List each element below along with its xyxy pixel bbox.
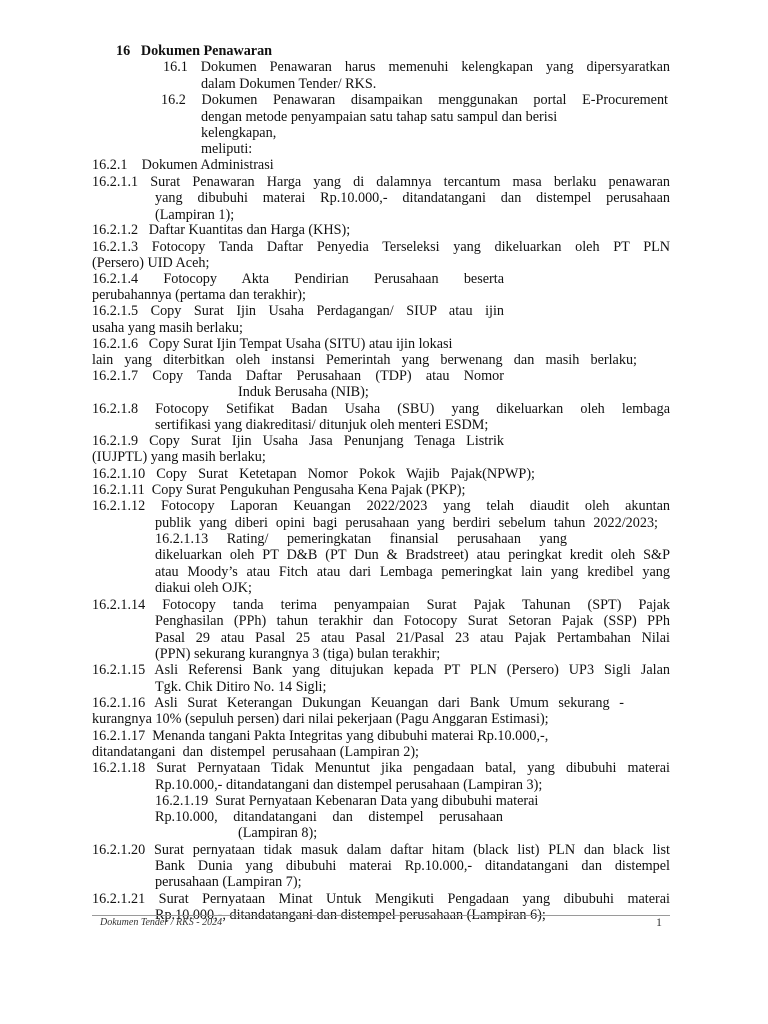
list-item: 16.2.1.21 Surat Pernyataan Minat Untuk Mengikuti Pengadaan yang dibubuhi materai — [92, 891, 670, 907]
list-item: 16.2.1.9 Copy Surat Ijin Usaha Jasa Penunjang Tenaga Listrik — [92, 433, 504, 449]
list-item: 16.2.1.17 Menanda tangani Pakta Integritas yang dibubuhi materai Rp.10.000,-, — [92, 728, 549, 744]
list-item-cont: Penghasilan (PPh) tahun terakhir dan Fotocopy Surat Setoran Pajak (SSP) PPh — [155, 613, 670, 629]
list-item-cont: Induk Berusaha (NIB); — [238, 384, 369, 400]
list-item-cont: Rp.10.000,- ditandatangani dan distempel perusahaan (Lampiran 3); — [155, 777, 543, 793]
list-item-cont: Tgk. Chik Ditiro No. 14 Sigli; — [155, 679, 327, 695]
list-item-cont: kurangnya 10% (sepuluh persen) dari nilai pekerjaan (Pagu Anggaran Estimasi); — [92, 711, 549, 727]
list-item-cont: Rp.10.000, ditandatangani dan distempel perusahaan — [155, 809, 503, 825]
list-item-cont: (IUJPTL) yang masih berlaku; — [92, 449, 266, 465]
list-item: 16.2.1.14 Fotocopy tanda terima penyampaian Surat Pajak Tahunan (SPT) Pajak — [92, 597, 670, 613]
list-item: 16.2.1.8 Fotocopy Setifikat Badan Usaha (SBU) yang dikeluarkan oleh lembaga — [92, 401, 670, 417]
list-item: 16.2.1.18 Surat Pernyataan Tidak Menuntut jika pengadaan batal, yang dibubuhi materai — [92, 760, 670, 776]
list-item-cont: Rp.10.000,-, ditandatangani dan distempel perusahaan (Lampiran 6); — [155, 907, 546, 923]
list-item: 16.2.1.6 Copy Surat Ijin Tempat Usaha (SITU) atau ijin lokasi — [92, 336, 453, 352]
list-item-cont: dikeluarkan oleh PT D&B (PT Dun & Bradstreet) atau peringkat kredit oleh S&P — [155, 547, 670, 563]
list-item: 16.2.1.16 Asli Surat Keterangan Dukungan Keuangan dari Bank Umum sekurang - — [92, 695, 624, 711]
list-item: 16.2.1.11 Copy Surat Pengukuhan Pengusaha Kena Pajak (PKP); — [92, 482, 466, 498]
list-item-cont: perusahaan (Lampiran 7); — [155, 874, 302, 890]
list-item: 16.2.1.5 Copy Surat Ijin Usaha Perdagangan/ SIUP atau ijin — [92, 303, 504, 319]
list-item: 16.2.1.2 Daftar Kuantitas dan Harga (KHS); — [92, 222, 351, 238]
subsection-title: 16.2.1 Dokumen Administrasi — [92, 157, 274, 173]
list-item-cont: (Lampiran 8); — [238, 825, 318, 841]
list-item-cont: (Lampiran 1); — [155, 207, 235, 223]
list-item-cont: diakui oleh OJK; — [155, 580, 252, 596]
list-item: 16.2.1.3 Fotocopy Tanda Daftar Penyedia Terseleksi yang dikeluarkan oleh PT PLN — [92, 239, 670, 255]
text-line: dengan metode penyampaian satu tahap satu sampul dan berisi — [201, 109, 558, 125]
list-item-cont: perubahannya (pertama dan terakhir); — [92, 287, 306, 303]
text-line: meliputi: — [201, 141, 253, 157]
text-line: kelengkapan, — [201, 125, 277, 141]
list-item: 16.2.1.20 Surat pernyataan tidak masuk dalam daftar hitam (black list) PLN dan black list — [92, 842, 670, 858]
text-line: 16.1 Dokumen Penawaran harus memenuhi kelengkapan yang dipersyaratkan — [163, 59, 670, 75]
section-title: Dokumen Penawaran — [140, 43, 273, 59]
list-item-cont: publik yang diberi opini bagi perusahaan yang berdiri sebelum tahun 2022/2023; — [155, 515, 658, 531]
footer-rule — [92, 915, 670, 916]
text-line: 16.2 Dokumen Penawaran disampaikan menggunakan portal E-Procurement — [161, 92, 668, 108]
list-item: 16.2.1.13 Rating/ pemeringkatan finansial perusahaan yang — [155, 531, 567, 547]
section-number: 16 — [116, 43, 131, 59]
list-item: 16.2.1.4 Fotocopy Akta Pendirian Perusahaan beserta — [92, 271, 504, 287]
list-item: 16.2.1.19 Surat Pernyataan Kebenaran Data yang dibubuhi materai — [155, 793, 539, 809]
list-item: 16.2.1.7 Copy Tanda Daftar Perusahaan (TDP) atau Nomor — [92, 368, 504, 384]
list-item-cont: atau Moody’s atau Fitch atau dari Lembaga pemeringkat lain yang kredibel yang — [155, 564, 670, 580]
list-item-cont: yang dibubuhi materai Rp.10.000,- ditandatangani dan distempel perusahaan — [155, 190, 670, 206]
list-item: 16.2.1.1 Surat Penawaran Harga yang di dalamnya tercantum masa berlaku penawaran — [92, 174, 670, 190]
list-item-cont: Bank Dunia yang dibubuhi materai Rp.10.000,- ditandatangani dan distempel — [155, 858, 670, 874]
footer-doc-label: Dokumen Tender / RKS - 2024 — [100, 917, 223, 928]
list-item-cont: lain yang diterbitkan oleh instansi Pemerintah yang berwenang dan masih berlaku; — [92, 352, 637, 368]
list-item-cont: ditandatangani dan distempel perusahaan (Lampiran 2); — [92, 744, 419, 760]
footer-page-number: 1 — [656, 915, 662, 929]
list-item: 16.2.1.10 Copy Surat Ketetapan Nomor Pokok Wajib Pajak(NPWP); — [92, 466, 535, 482]
list-item-cont: Pasal 29 atau Pasal 25 atau Pasal 21/Pasal 23 atau Pajak Pertambahan Nilai — [155, 630, 670, 646]
list-item-cont: (PPN) sekurang kurangnya 3 (tiga) bulan terakhir; — [155, 646, 441, 662]
list-item-cont: usaha yang masih berlaku; — [92, 320, 243, 336]
text-line: dalam Dokumen Tender/ RKS. — [201, 76, 377, 92]
section-heading — [116, 43, 272, 60]
list-item-cont: sertifikasi yang diakreditasi/ ditunjuk oleh menteri ESDM; — [155, 417, 489, 433]
list-item: 16.2.1.15 Asli Referensi Bank yang ditujukan kepada PT PLN (Persero) UP3 Sigli Jalan — [92, 662, 670, 678]
list-item: 16.2.1.12 Fotocopy Laporan Keuangan 2022/2023 yang telah diaudit oleh akuntan — [92, 498, 670, 514]
list-item-cont: (Persero) UID Aceh; — [92, 255, 210, 271]
